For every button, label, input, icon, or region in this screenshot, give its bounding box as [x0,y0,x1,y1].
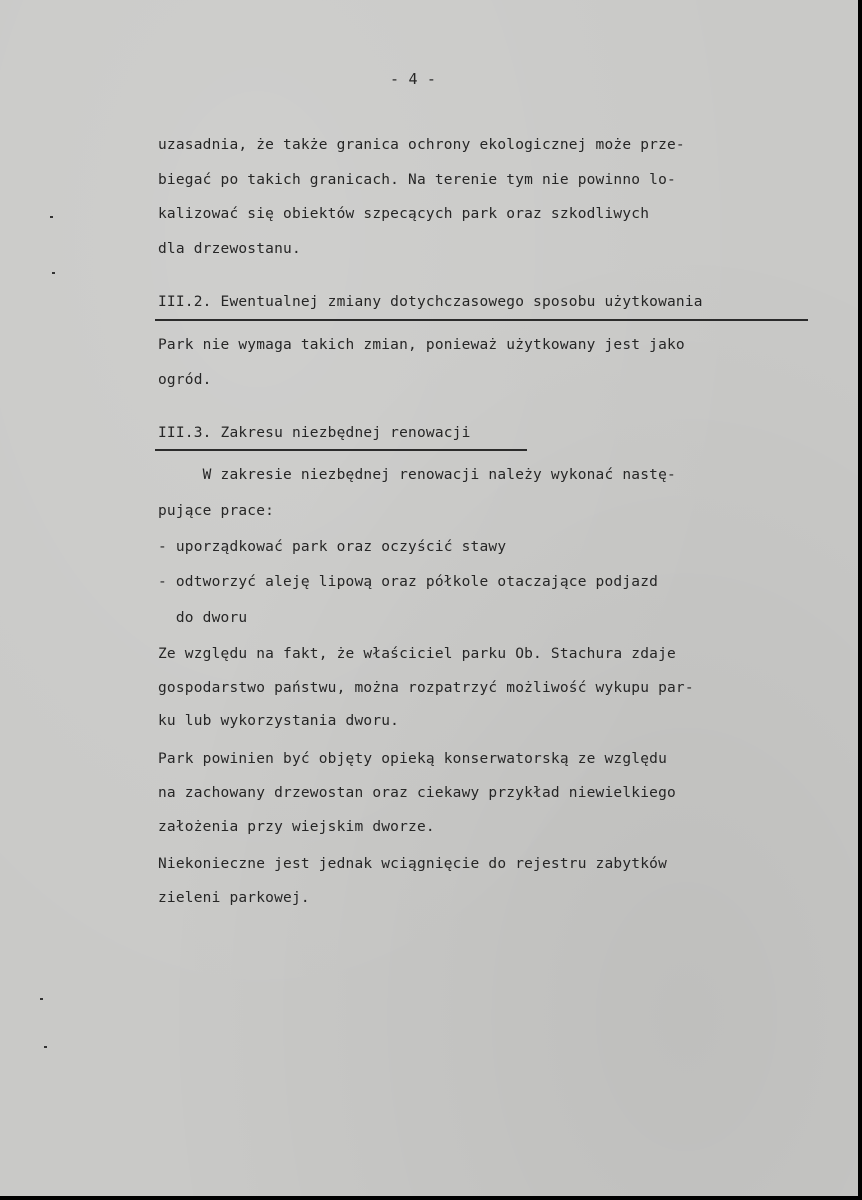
margin-mark [52,272,55,274]
heading-underline [155,449,527,451]
section-heading-3-3: III.3. Zakresu niezbędnej renowacji [158,425,471,441]
body-line: ogród. [158,372,212,388]
body-line: ku lub wykorzystania dworu. [158,713,400,729]
body-line: Niekonieczne jest jednak wciągnięcie do rejestru zabytków [158,856,667,872]
body-line: założenia przy wiejskim dworze. [158,819,435,835]
margin-mark [44,1046,47,1048]
body-line: zieleni parkowej. [158,890,310,906]
body-line: Park powinien być objęty opieką konserwatorską ze względu [158,751,667,767]
body-line: kalizować się obiektów szpecących park oraz szkodliwych [158,206,650,222]
body-line: na zachowany drzewostan oraz ciekawy przykład niewielkiego [158,785,676,801]
list-item: - uporządkować park oraz oczyścić stawy [158,539,507,555]
margin-mark [50,216,53,218]
body-line: W zakresie niezbędnej renowacji należy wykonać nastę- [158,467,676,483]
page-number: - 4 - [390,70,437,88]
body-line: biegać po takich granicach. Na terenie tym nie powinno lo- [158,172,676,188]
list-item-continuation: do dworu [158,610,248,626]
body-line: Ze względu na fakt, że właściciel parku Ob. Stachura zdaje [158,646,676,662]
body-line: pujące prace: [158,503,275,519]
section-heading-3-2: III.2. Ewentualnej zmiany dotychczasowego sposobu użytkowania [158,294,703,310]
body-line: dla drzewostanu. [158,241,301,257]
body-line: Park nie wymaga takich zmian, ponieważ użytkowany jest jako [158,337,685,353]
body-line: uzasadnia, że także granica ochrony ekologicznej może prze- [158,137,685,153]
list-item: - odtworzyć aleję lipową oraz półkole otaczające podjazd [158,574,659,590]
body-line: gospodarstwo państwu, można rozpatrzyć możliwość wykupu par- [158,680,694,696]
margin-mark [40,998,43,1000]
heading-underline [155,319,808,321]
